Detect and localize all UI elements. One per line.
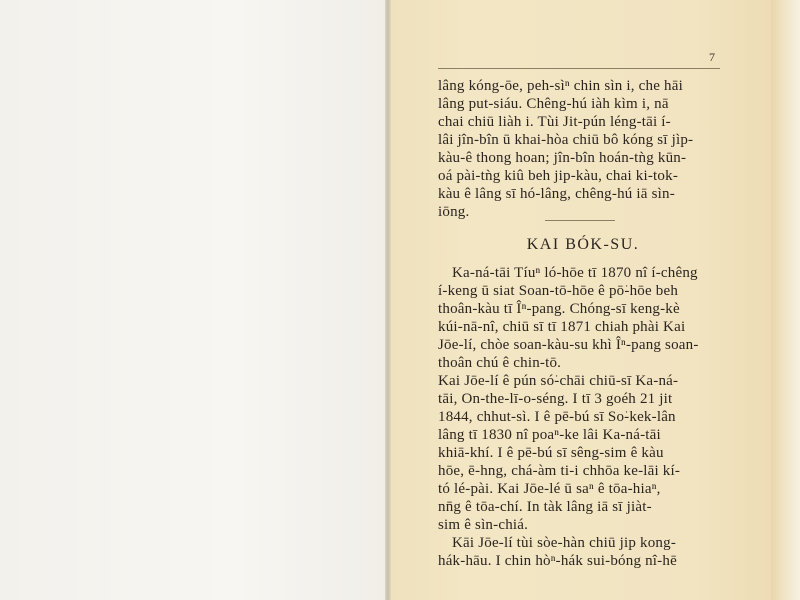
text-line: nn̄g ê tōa-chí. In tàk lâng iā sī jiàt- <box>438 499 652 515</box>
text-line: 1844, chhut-sì. I ê pē-bú sī So͘-kek-lân <box>438 409 676 425</box>
left-blank-page <box>0 0 387 600</box>
header-rule <box>438 68 720 69</box>
text-line: Kāi Jōe-lí tùi sòe-hàn chiū jip kong- <box>452 535 677 551</box>
text-line: iōng. <box>438 204 470 220</box>
text-line: thoân chú ê chin-tō. <box>438 355 562 371</box>
text-line: lâi jîn-bîn ū khai-hòa chiū bô kóng sī jìp- <box>438 132 694 148</box>
text-line: hák-hāu. I chin hòⁿ-hák sui-bóng nî-hē <box>438 553 677 569</box>
text-line: khiā-khí. I ê pē-bú sī sêng-sim ê kàu <box>438 445 664 461</box>
text-line: kàu ê lâng sī hó-lâng, chêng-hú iā sìn- <box>438 186 675 202</box>
text-line: í-keng ū siat Soan-tō-hōe ê pō͘-hōe beh <box>438 283 679 299</box>
text-line: lâng put-siáu. Chêng-hú iàh kìm i, nā <box>438 96 669 112</box>
text-line: tāi, On-the-lī-o-séng. I tī 3 goéh 21 jit <box>438 391 673 407</box>
text-line: thoân-kàu tī Îⁿ-pang. Chóng-sī keng-kè <box>438 301 680 317</box>
text-line: chai chiū liàh i. Tùi Jit-pún léng-tāi í- <box>438 114 671 130</box>
text-line: kúi-nā-nî, chiū sī tī 1871 chiah phài Kai <box>438 319 686 335</box>
page-number: 7 <box>709 50 715 64</box>
text-line: sim ê sìn-chiá. <box>438 517 529 533</box>
text-line: Jōe-lí, chòe soan-kàu-su khì Îⁿ-pang soan- <box>438 337 699 353</box>
text-line: Ka-ná-tāi Tíuⁿ ló-hōe tī 1870 nî í-chêng <box>452 265 698 281</box>
text-line: tó lé-pài. Kai Jōe-lé ū saⁿ ê tōa-hiaⁿ, <box>438 481 661 497</box>
text-line: hōe, ē-hng, chá-àm ti-i chhōa ke-lāi kí- <box>438 463 681 479</box>
section-rule <box>545 220 615 221</box>
text-line: lâng kóng-ōe, peh-sìⁿ chin sìn i, che hāi <box>438 78 683 94</box>
text-line: kàu-ê thong hoan; jîn-bîn hoán-tǹg kūn- <box>438 150 687 166</box>
section-title: KAI BÓK-SU. <box>526 236 640 253</box>
page-edge <box>771 0 800 600</box>
text-line: Kai Jōe-lí ê pún só͘-chāi chiū-sī Ka-ná- <box>438 373 679 389</box>
text-line: lâng tī 1830 nî poaⁿ-ke lâi Ka-ná-tāi <box>438 427 661 443</box>
text-line: oá pài-tǹg kiû beh jip-kàu, chai ki-tok- <box>438 168 679 184</box>
